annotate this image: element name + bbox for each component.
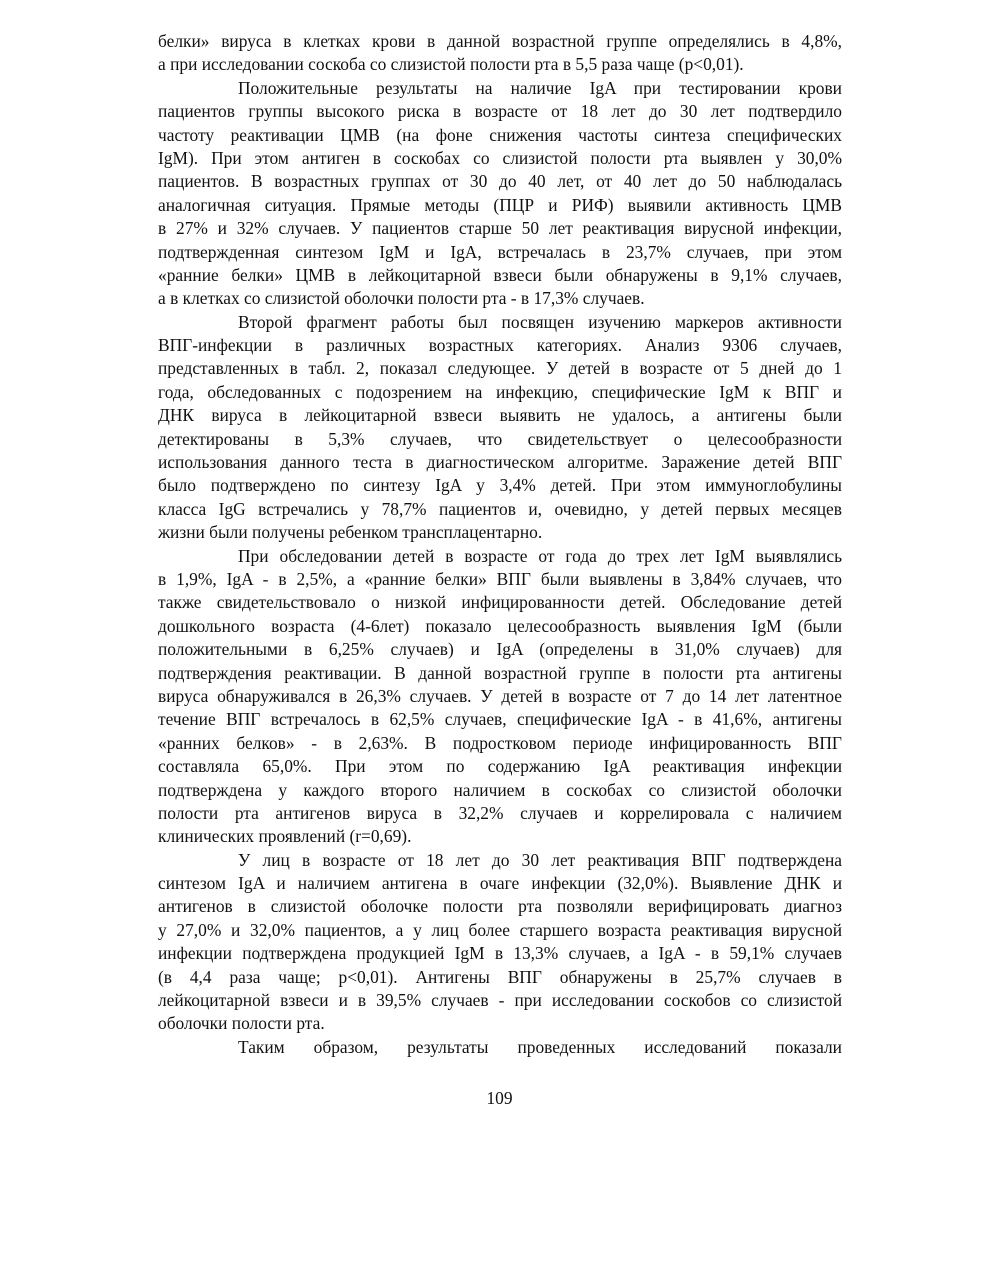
- text-line: антигенов в слизистой оболочке полости рта позволяли верифицировать диагноз: [158, 896, 842, 917]
- text-line: оболочки полости рта.: [158, 1013, 325, 1034]
- text-line: дошкольного возраста (4-6лет) показало целесообразность выявления IgM (были: [158, 615, 842, 636]
- text-line: Положительные результаты на наличие IgA при тестировании крови: [238, 77, 842, 98]
- text-line: Таким образом, результаты проведенных исследований показали: [238, 1036, 842, 1057]
- text-line: частоту реактивации ЦМВ (на фоне снижения частоты синтеза специфических: [158, 124, 842, 145]
- text-line: «ранних белков» - в 2,63%. В подростковом периоде инфицированность ВПГ: [158, 732, 842, 753]
- text-line: «ранние белки» ЦМВ в лейкоцитарной взвеси были обнаружены в 9,1% случаев,: [158, 264, 842, 285]
- text-line: детектированы в 5,3% случаев, что свидетельствует о целесообразности: [158, 428, 842, 449]
- text-line: а в клетках со слизистой оболочки полости рта - в 17,3% случаев.: [158, 288, 645, 309]
- text-line: подтверждена у каждого второго наличием в соскобах со слизистой оболочки: [158, 779, 842, 800]
- text-line: IgM). При этом антиген в соскобах со слизистой полости рта выявлен у 30,0%: [158, 147, 842, 168]
- text-line: аналогичная ситуация. Прямые методы (ПЦР и РИФ) выявили активность ЦМВ: [158, 194, 842, 215]
- text-line: При обследовании детей в возрасте от года до трех лет IgM выявлялись: [238, 545, 842, 566]
- text-line: У лиц в возрасте от 18 лет до 30 лет реактивация ВПГ подтверждена: [238, 849, 842, 870]
- text-line: представленных в табл. 2, показал следующее. У детей в возрасте от 5 дней до 1: [158, 358, 842, 379]
- text-line: составляла 65,0%. При этом по содержанию IgA реактивация инфекции: [158, 756, 842, 777]
- text-line: ДНК вируса в лейкоцитарной взвеси выявить не удалось, а антигены были: [158, 405, 842, 426]
- text-line: использования данного теста в диагностическом алгоритме. Заражение детей ВПГ: [158, 452, 842, 473]
- text-line: ВПГ-инфекции в различных возрастных категориях. Анализ 9306 случаев,: [158, 335, 842, 356]
- text-line: также свидетельствовало о низкой инфицированности детей. Обследование детей: [158, 592, 842, 613]
- text-line: (в 4,4 раза чаще; р<0,01). Антигены ВПГ обнаружены в 25,7% случаев в: [158, 966, 842, 987]
- text-line: клинических проявлений (r=0,69).: [158, 826, 412, 847]
- text-line: пациентов группы высокого риска в возрасте от 18 лет до 30 лет подтвердило: [158, 101, 842, 122]
- text-line: лейкоцитарной взвеси и в 39,5% случаев - при исследовании соскобов со слизистой: [158, 990, 842, 1011]
- text-line: полости рта антигенов вируса в 32,2% случаев и коррелировала с наличием: [158, 802, 842, 823]
- text-line: Второй фрагмент работы был посвящен изучению маркеров активности: [238, 311, 842, 332]
- text-line: пациентов. В возрастных группах от 30 до 40 лет, от 40 лет до 50 наблюдалась: [158, 171, 842, 192]
- text-line: класса IgG встречались у 78,7% пациентов и, очевидно, у детей первых месяцев: [158, 498, 842, 519]
- text-line: в 27% и 32% случаев. У пациентов старше 50 лет реактивация вирусной инфекции,: [158, 218, 842, 239]
- text-line: подтверждения реактивации. В данной возрастной группе в полости рта антигены: [158, 662, 842, 683]
- text-line: в 1,9%, IgA - в 2,5%, а «ранние белки» ВПГ были выявлены в 3,84% случаев, что: [158, 568, 842, 589]
- text-line: было подтверждено по синтезу IgA у 3,4% детей. При этом иммуноглобулины: [158, 475, 842, 496]
- document-page-body: [158, 30, 842, 1059]
- text-line: подтвержденная синтезом IgM и IgA, встречалась в 23,7% случаев, при этом: [158, 241, 842, 262]
- text-line: инфекции подтверждена продукцией IgM в 13,3% случаев, а IgA - в 59,1% случаев: [158, 943, 842, 964]
- text-line: а при исследовании соскоба со слизистой полости рта в 5,5 раза чаще (р<0,01).: [158, 54, 744, 75]
- text-line: жизни были получены ребенком трансплацентарно.: [158, 522, 543, 543]
- text-line: течение ВПГ встречалось в 62,5% случаев, специфические IgA - в 41,6%, антигены: [158, 709, 842, 730]
- text-line: года, обследованных с подозрением на инфекцию, специфические IgM к ВПГ и: [158, 381, 842, 402]
- text-line: вируса обнаруживался в 26,3% случаев. У детей в возрасте от 7 до 14 лет латентное: [158, 685, 842, 706]
- text-line: у 27,0% и 32,0% пациентов, а у лиц более старшего возраста реактивация вирусной: [158, 919, 842, 940]
- page-number: 109: [486, 1088, 513, 1108]
- text-line: синтезом IgA и наличием антигена в очаге инфекции (32,0%). Выявление ДНК и: [158, 873, 842, 894]
- text-line: положительными в 6,25% случаев) и IgA (определены в 31,0% случаев) для: [158, 639, 842, 660]
- text-line: белки» вируса в клетках крови в данной возрастной группе определялись в 4,8%,: [158, 31, 842, 51]
